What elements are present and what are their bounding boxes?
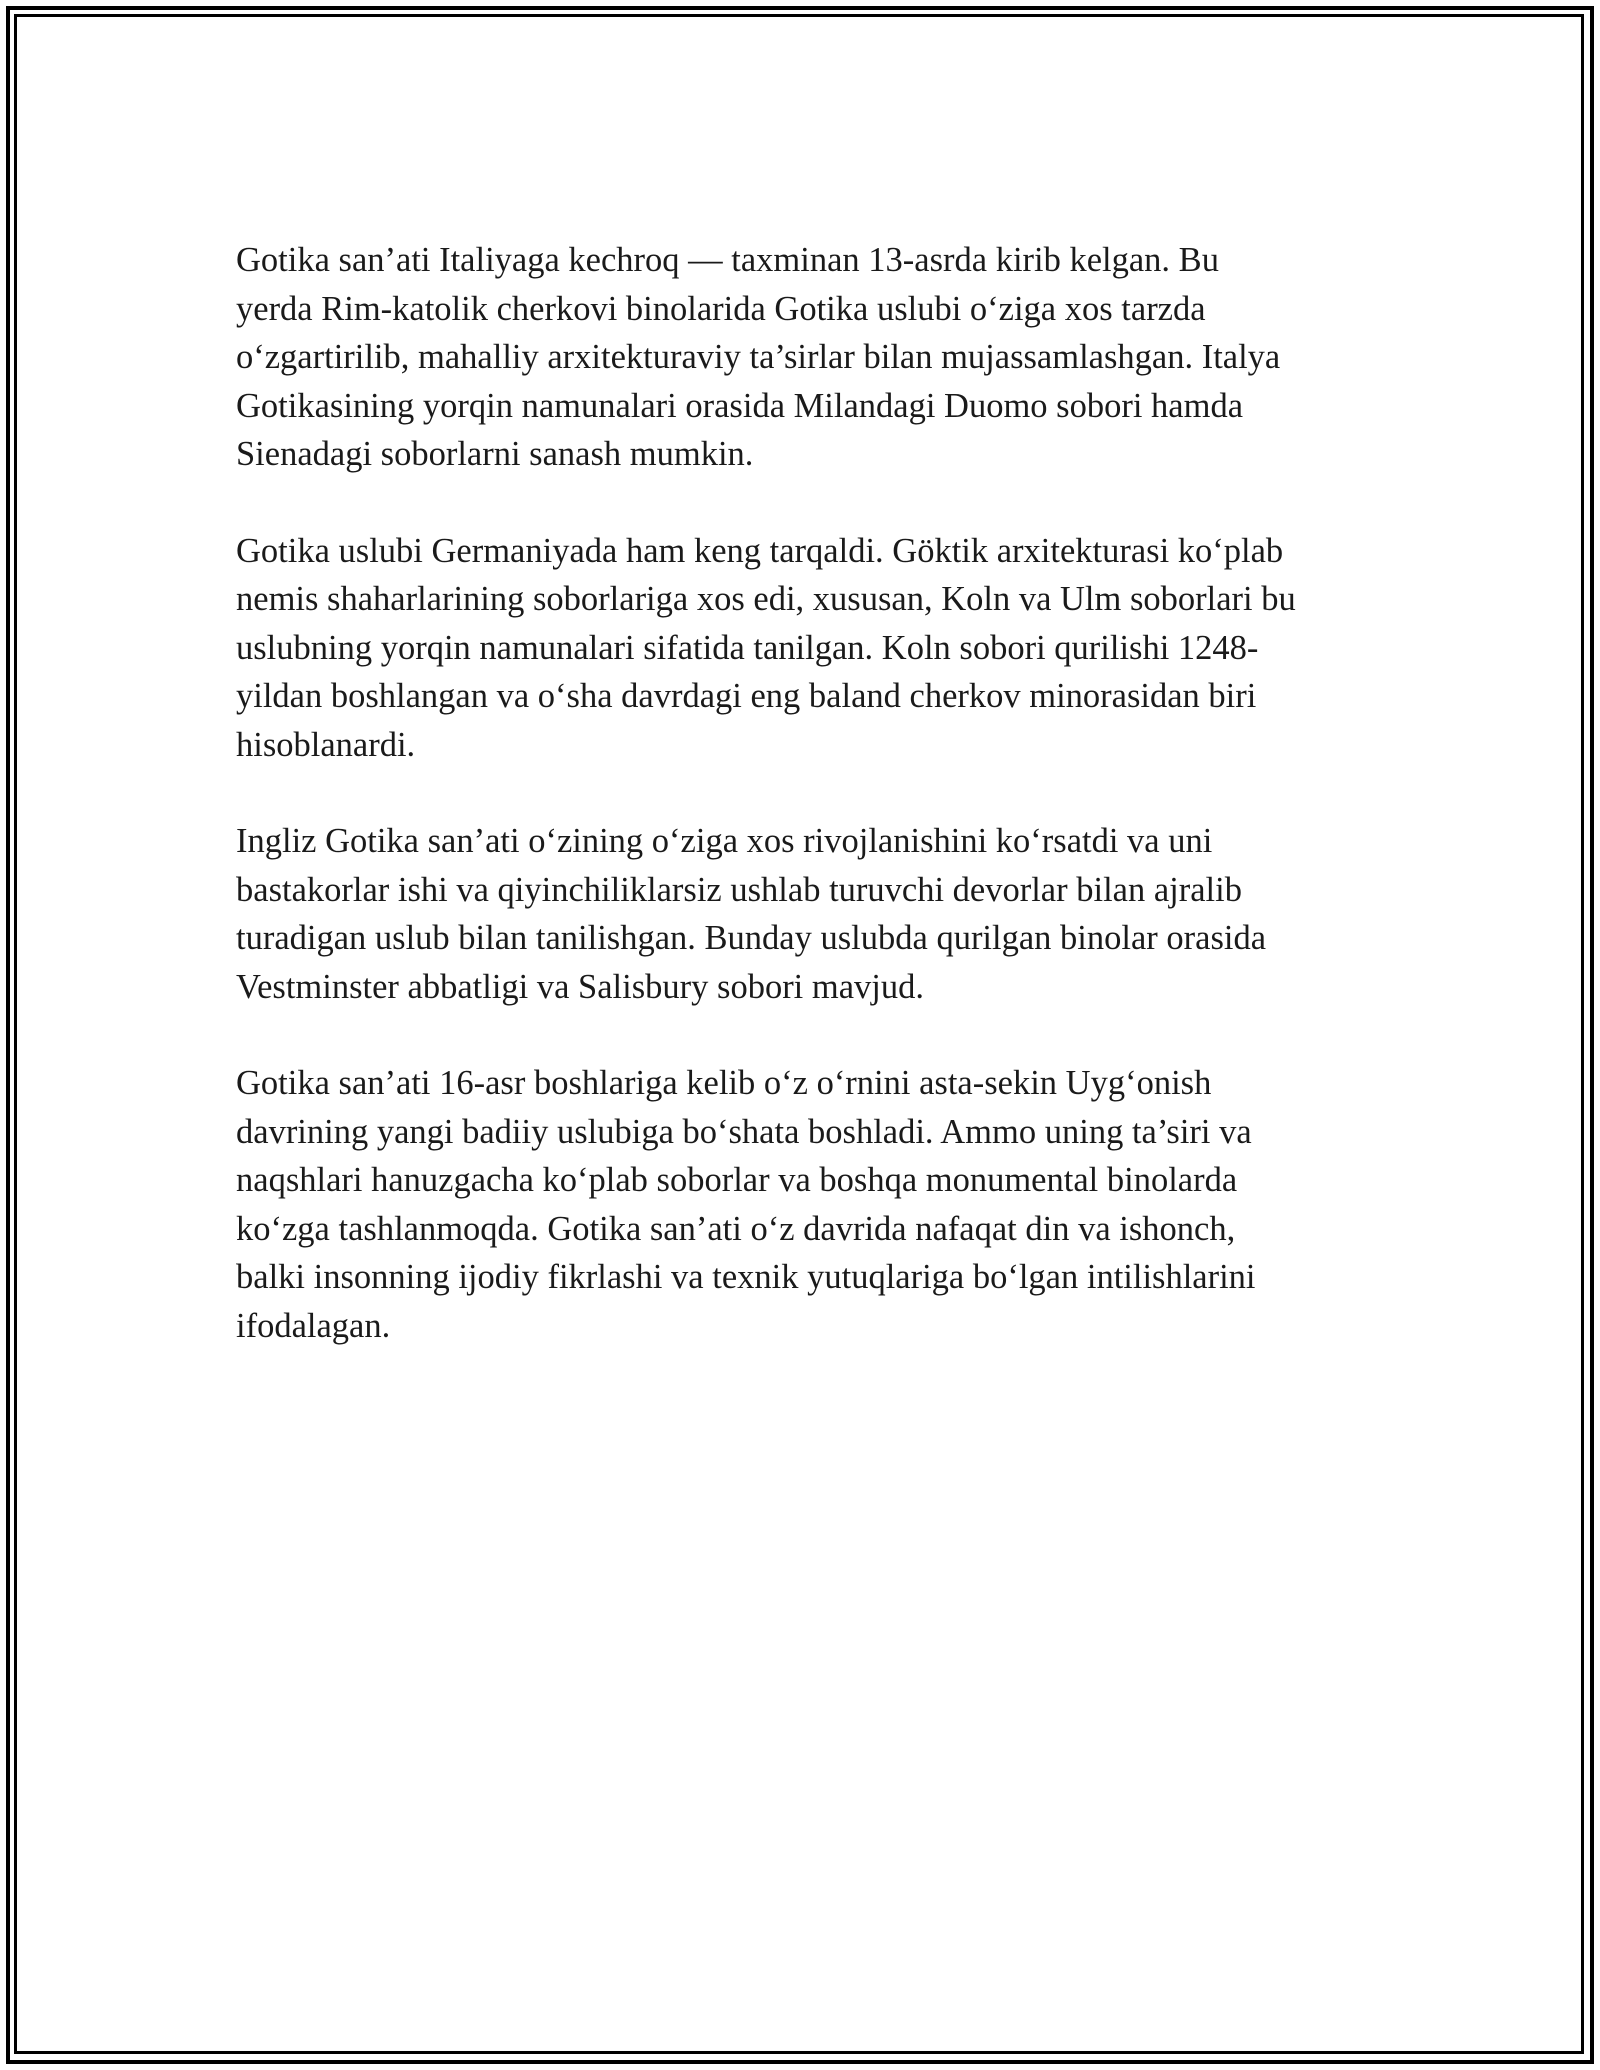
text-line: davrining yangi badiiy uslubiga bo‘shata boshladi. Ammo uning ta’siri va bbox=[236, 1112, 1252, 1151]
text-line: Gotika san’ati 16-asr boshlariga kelib o‘z o‘rnini asta-sekin Uyg‘onish bbox=[236, 1064, 1212, 1102]
text-line: ifodalagan. bbox=[236, 1306, 391, 1345]
paragraph-italy bbox=[236, 236, 1366, 479]
text-line: turadigan uslub bilan tanilishgan. Bunday uslubda qurilgan binolar orasida bbox=[236, 919, 1267, 957]
paragraph-renaissance bbox=[236, 1059, 1366, 1350]
text-line: bastakorlar ishi va qiyinchiliklarsiz ushlab turuvchi devorlar bilan ajralib bbox=[236, 870, 1242, 909]
text-line: yerda Rim-katolik cherkovi binolarida Gotika uslubi o‘ziga xos tarzda bbox=[236, 289, 1206, 328]
paragraph-germany bbox=[236, 527, 1366, 770]
text-line: hisoblanardi. bbox=[236, 725, 416, 764]
paragraph-england bbox=[236, 817, 1366, 1011]
text-line: Gotikasining yorqin namunalari orasida Milandagi Duomo sobori hamda bbox=[236, 386, 1244, 425]
text-line: Sienadagi soborlarni sanash mumkin. bbox=[236, 435, 754, 473]
text-line: uslubning yorqin namunalari sifatida tanilgan. Koln sobori qurilishi 1248- bbox=[236, 628, 1259, 667]
text-line: balki insonning ijodiy fikrlashi va texnik yutuqlariga bo‘lgan intilishlarini bbox=[236, 1258, 1256, 1296]
text-line: Ingliz Gotika san’ati o‘zining o‘ziga xos rivojlanishini ko‘rsatdi va uni bbox=[236, 822, 1213, 860]
text-line: Vestminster abbatligi va Salisbury sobori mavjud. bbox=[236, 967, 924, 1006]
text-line: yildan boshlangan va o‘sha davrdagi eng baland cherkov minorasidan biri bbox=[236, 677, 1257, 715]
text-line: Gotika san’ati Italiyaga kechroq — taxminan 13-asrda kirib kelgan. Bu bbox=[236, 241, 1219, 279]
text-line: naqshlari hanuzgacha ko‘plab soborlar va boshqa monumental binolarda bbox=[236, 1161, 1238, 1199]
text-line: o‘zgartirilib, mahalliy arxitekturaviy ta’sirlar bilan mujassamlashgan. Italya bbox=[236, 338, 1281, 376]
document-body bbox=[236, 236, 1366, 1398]
text-line: Gotika uslubi Germaniyada ham keng tarqaldi. Göktik arxitekturasi ko‘plab bbox=[236, 531, 1284, 570]
text-line: nemis shaharlarining soborlariga xos edi, xususan, Koln va Ulm soborlari bu bbox=[236, 580, 1296, 618]
text-line: ko‘zga tashlanmoqda. Gotika san’ati o‘z davrida nafaqat din va ishonch, bbox=[236, 1209, 1236, 1248]
